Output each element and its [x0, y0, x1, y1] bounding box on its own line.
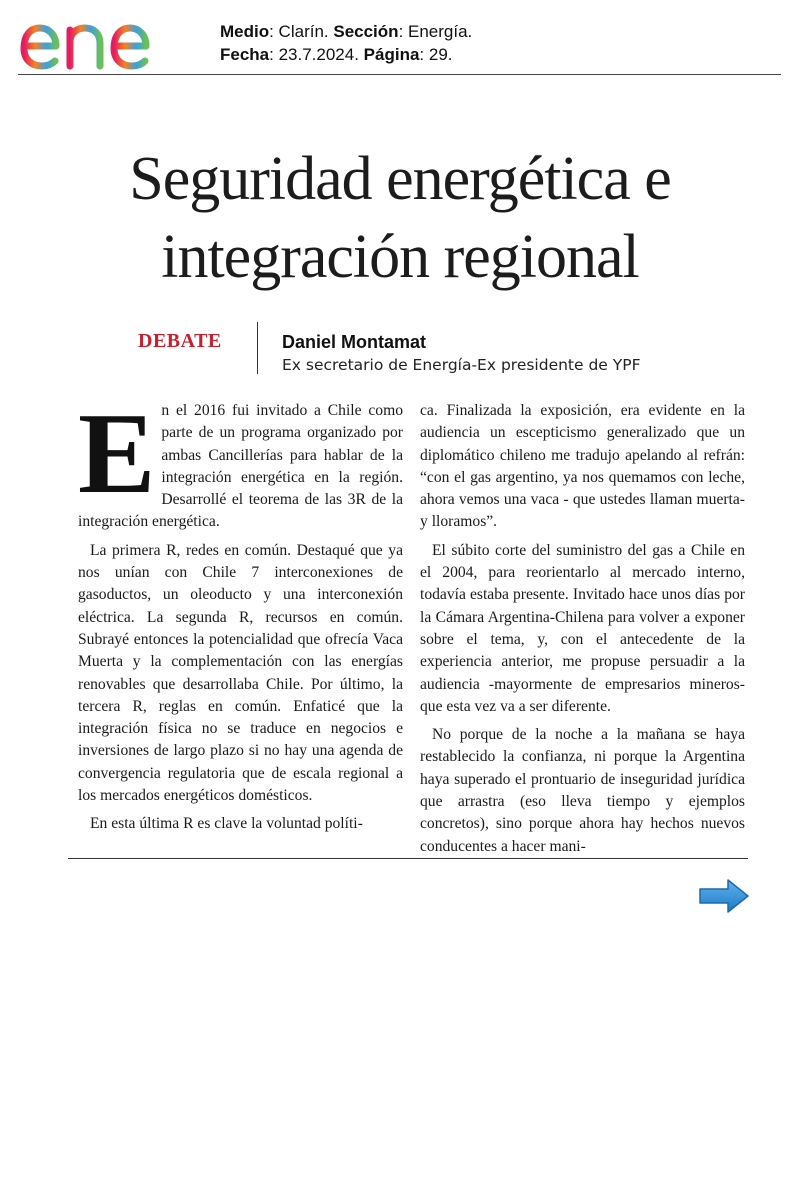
enel-logo — [18, 6, 190, 72]
paragraph: No porque de la noche a la mañana se haya restablecido la confianza, ni porque la Argentina haya superado el prontuario de inseguridad jurídica que arrastra (eso lleva tiempo y ejemplos concretos), sino porque ahora hay hechos nuevos conducentes a hacer mani- — [420, 726, 745, 855]
fecha-value: : 23.7.2024. — [269, 45, 364, 64]
article-column-left — [78, 400, 403, 850]
paragraph: ca. Finalizada la exposición, era evidente en la audiencia un escepticismo generalizado que un diplomático chileno me tradujo apelando al refrán: “con el gas argentino, ya nos quemamos con leche, ahora vemos una vaca - que ustedes llaman muerta- y lloramos”. — [420, 402, 745, 531]
meta-line-2 — [220, 43, 472, 66]
section-label: DEBATE — [138, 330, 222, 352]
medio-value: : Clarín. — [269, 22, 334, 41]
meta-line-1 — [220, 20, 472, 43]
paragraph: El súbito corte del suministro del gas a Chile en el 2004, para reorientarlo al mercado interno, todavía estaba presente. Invitado hace unos días por la Cámara Argentina-Chilena para volver a exponer sobre el tema, y, con el antecedente de la experiencia anterior, me propuse persuadir a la audiencia -mayormente de empresarios mineros- que esta vez va a ser diferente. — [420, 541, 745, 715]
drop-cap: E — [78, 400, 156, 518]
arrow-right-icon[interactable] — [698, 878, 750, 914]
article-headline: Seguridad energética e integración regional — [129, 145, 671, 291]
seccion-label: Sección — [333, 22, 399, 41]
paragraph — [78, 400, 403, 534]
pagina-value: : 29. — [419, 45, 453, 64]
paragraph: La primera R, redes en común. Destaqué que ya nos unían con Chile 7 interconexiones de gasoductos, un oleoducto y una interconexión eléctrica. La segunda R, recursos en común. Subrayé entonces la potencialidad que ofrecía Vaca Muerta y la complementación con las energías renovables que desarrollaba Chile. Por último, la tercera R, reglas en común. Enfaticé que la integración física no se traduce en negocios e inversiones de largo plazo si no hay una agenda de convergencia regulatoria que de escala regional a los mercados energéticos domésticos. — [78, 541, 403, 805]
fecha-label: Fecha — [220, 45, 270, 64]
pagina-label: Página — [363, 45, 420, 64]
paragraph-text: n el 2016 fui invitado a Chile como parte de un programa organizado por ambas Cancillerías para hablar de la integración energética en la región. Desarrollé el teorema de las 3R de la integración energética. — [78, 402, 403, 531]
paragraph: En esta última R es clave la voluntad políti- — [90, 815, 363, 833]
publication-meta — [220, 20, 472, 66]
seccion-value: : Energía. — [398, 22, 473, 41]
article-bottom-divider — [68, 858, 748, 859]
byline-divider — [257, 322, 258, 374]
medio-label: Medio — [220, 22, 270, 41]
article-column-right — [420, 400, 745, 864]
header-divider — [18, 74, 781, 75]
author-name: Daniel Montamat — [282, 332, 427, 352]
author-role: Ex secretario de Energía-Ex presidente de YPF — [282, 356, 641, 374]
